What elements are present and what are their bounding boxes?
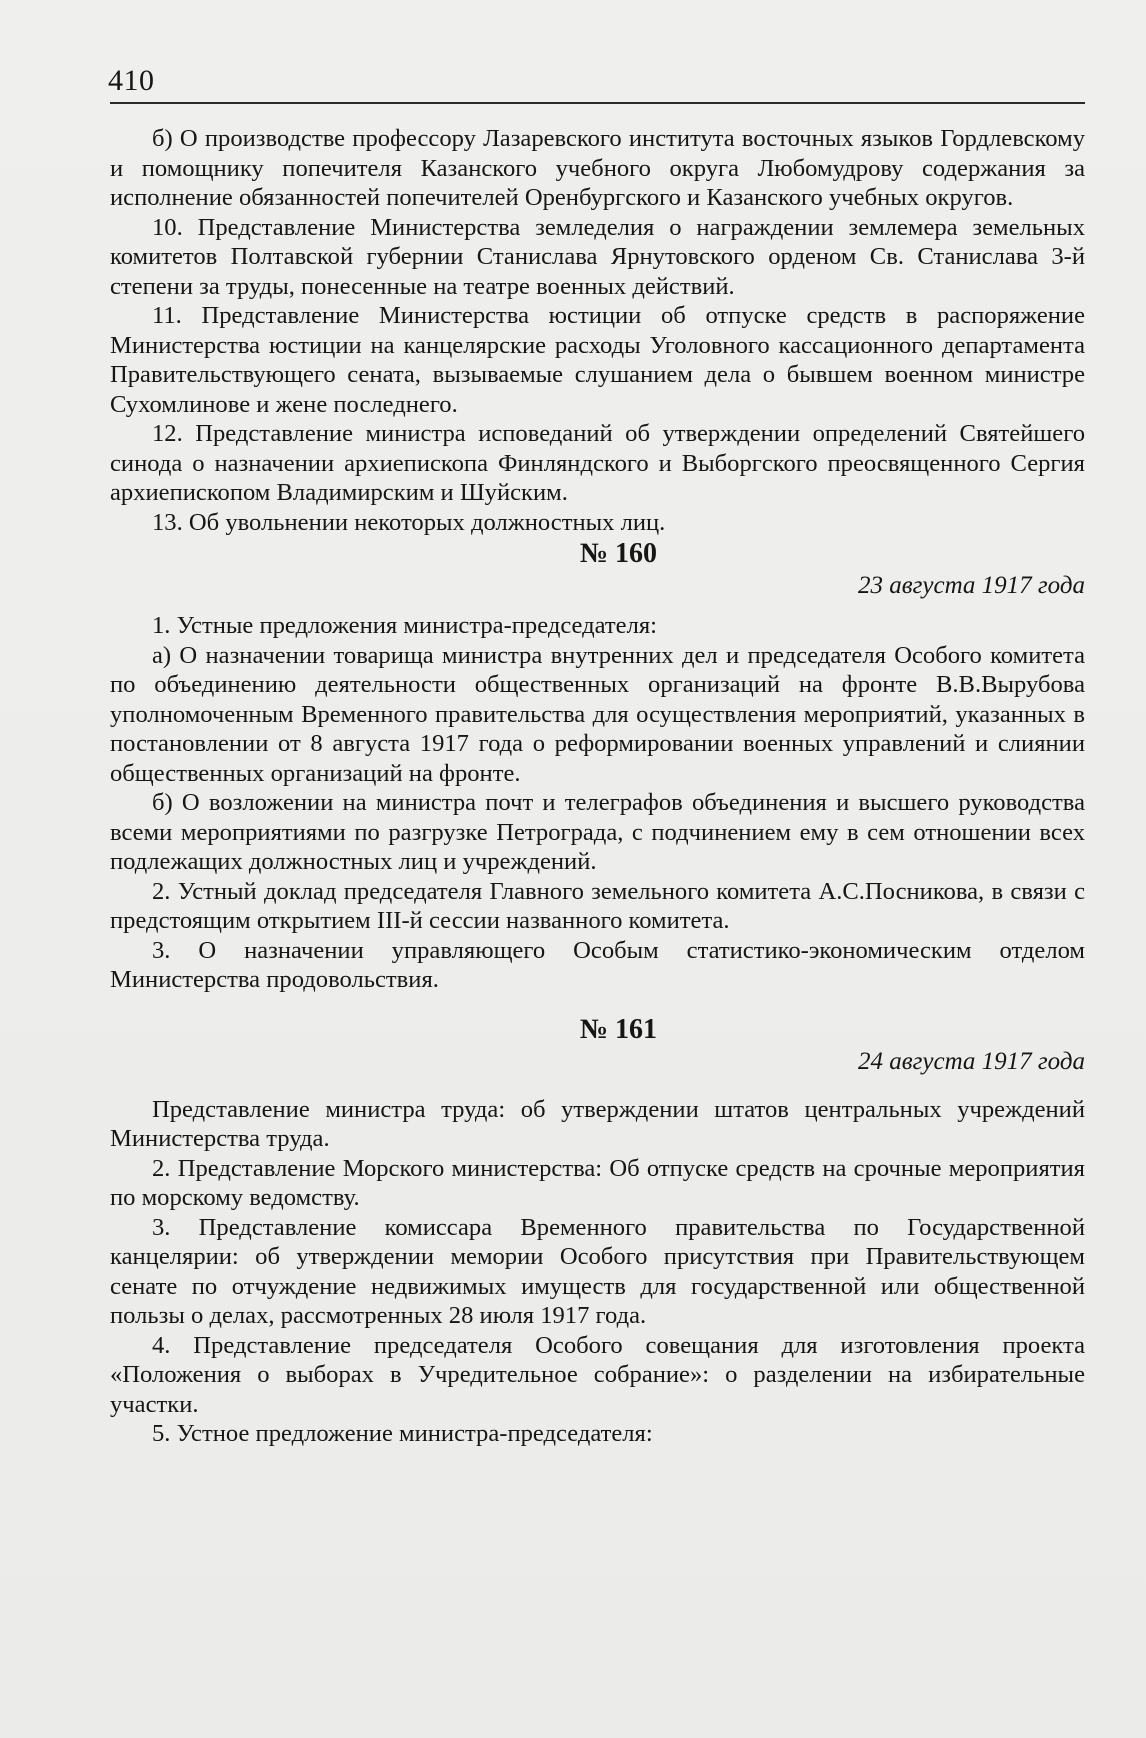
header-rule: [110, 102, 1085, 104]
page-body: [110, 124, 1085, 1449]
section-spacer: [110, 1087, 1085, 1095]
document-date-161: 24 августа 1917 года: [858, 1047, 1085, 1075]
paragraph: 4. Представление председателя Особого совещания для изготовления проекта «Положения о выборах в Учредительное собрание»: о разделении на избирательные участки.: [110, 1331, 1085, 1418]
page-number: 410: [108, 64, 155, 97]
paragraph: 11. Представление Министерства юстиции об отпуске средств в распоряжение Министерства юстиции на канцелярские расходы Уголовного кассационного департамента Правительствующего сената, вызываемые слушанием дела о бывшем военном министре Сухомлинове и жене последнего.: [110, 302, 1085, 418]
paragraph: 5. Устное предложение министра-председателя:: [152, 1420, 653, 1447]
document-date-160: 23 августа 1917 года: [858, 572, 1085, 599]
paragraph: б) О возложении на министра почт и телеграфов объединения и высшего руководства всеми мероприятиями по разгрузке Петрограда, с подчинением ему в сем отношении всех подлежащих должностных лиц и учреждений.: [110, 789, 1085, 875]
document-number-160: № 160: [579, 538, 658, 569]
document-number-161: № 161: [579, 1013, 658, 1045]
paragraph: 12. Представление министра исповеданий об утверждении определений Святейшего синода о назначении архиепископа Финляндского и Выборгского преосвященного Сергия архиепископом Владимирским и Шуйским.: [110, 420, 1085, 506]
paragraph: 3. О назначении управляющего Особым статистико-экономическим отделом Министерства продовольствия.: [110, 936, 1085, 993]
paragraph: а) О назначении товарища министра внутренних дел и председателя Особого комитета по объединению деятельности общественных организаций на фронте В.В.Вырубова уполномоченным Временного правительства для осуществления мероприятий, указанных в постановлении от 8 августа 1917 года о реформировании военных управлений и слиянии общественных организаций на фронте.: [110, 641, 1085, 787]
paragraph: Представление министра труда: об утверждении штатов центральных учреждений Министерства труда.: [110, 1095, 1085, 1152]
paragraph: 10. Представление Министерства земледелия о награждении землемера земельных комитетов Полтавской губернии Станислава Ярнутовского орденом Св. Станислава 3-й степени за труды, понесенные на театре военных действий.: [110, 213, 1085, 300]
paragraph: 2. Устный доклад председателя Главного земельного комитета А.С.Посникова, в связи с предстоящим открытием III-й сессии названного комитета.: [110, 877, 1085, 934]
paragraph: 13. Об увольнении некоторых должностных лиц.: [152, 508, 666, 536]
paragraph: б) О производстве профессору Лазаревского института восточных языков Гордлевскому и помощнику попечителя Казанского учебного округа Любомудрову содержания за исполнение обязанностей попечителей Оренбургского и Казанского учебных округов.: [110, 125, 1085, 211]
section-spacer: [110, 995, 1085, 1013]
paragraph: 2. Представление Морского министерства: Об отпуске средств на срочные мероприятия по морскому ведомству.: [110, 1154, 1085, 1211]
paragraph: 3. Представление комиссара Временного правительства по Государственной канцелярии: об утверждении мемории Особого присутствия при Правительствующем сенате по отчуждение недвижимых имуществ для государственной или общественной пользы о делах, рассмотренных 28 июля 1917 года.: [110, 1213, 1085, 1329]
paragraph: 1. Устные предложения министра-председателя:: [152, 612, 658, 639]
